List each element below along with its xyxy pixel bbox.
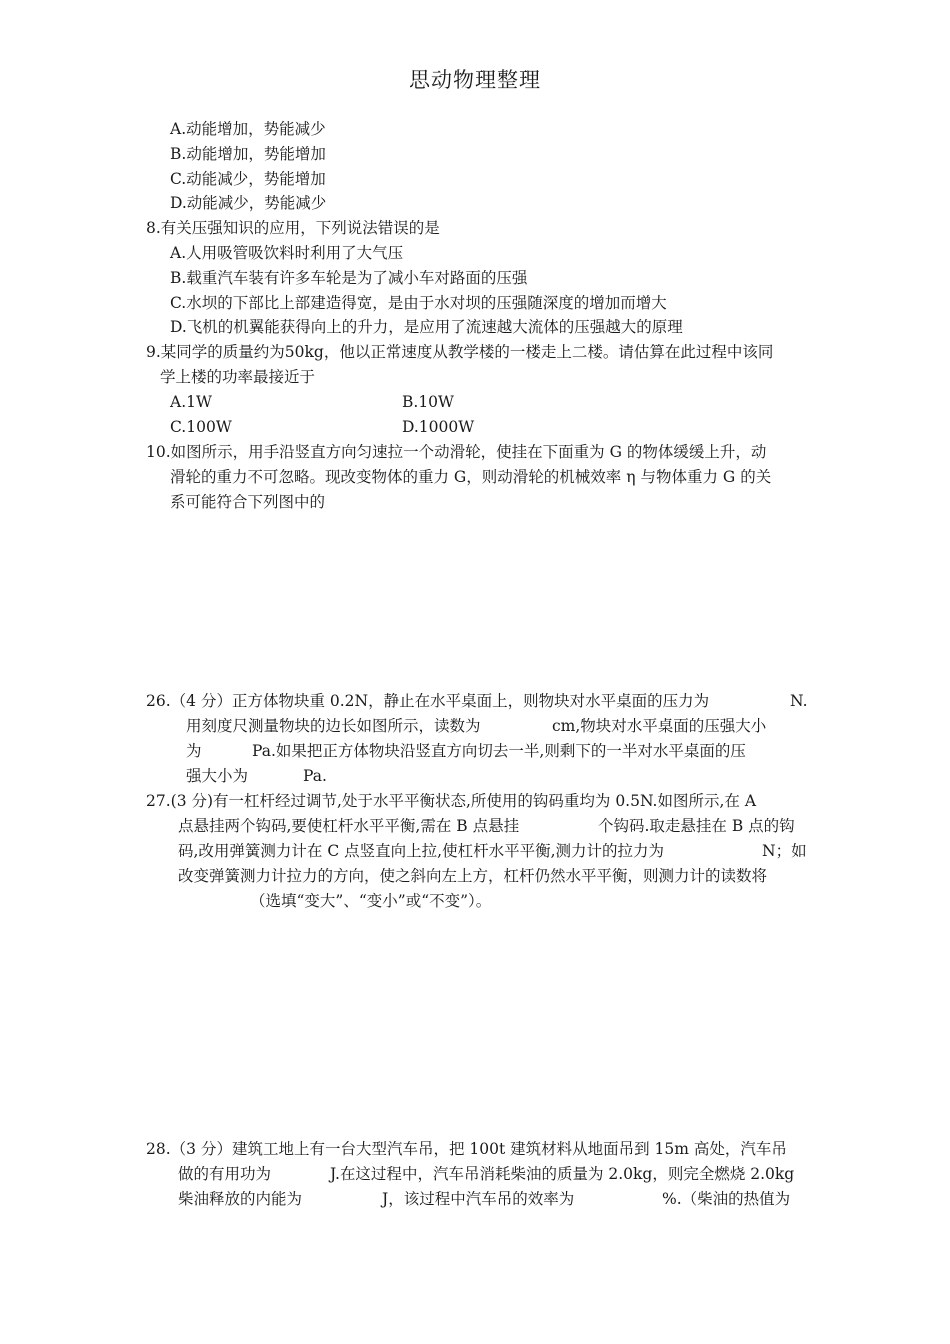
q26-line1a: 26.（4 分）正方体物块重 0.2N，静止在水平桌面上，则物块对水平桌面的压力为 bbox=[146, 692, 710, 710]
q26-line2b: cm,物块对水平桌面的压强大小 bbox=[552, 717, 767, 735]
q26-line3b: Pa.如果把正方体物块沿竖直方向切去一半,则剩下的一半对水平桌面的压 bbox=[252, 742, 746, 760]
q26-line1b: N. bbox=[790, 692, 808, 710]
q27-line1: 27.(3 分)有一杠杆经过调节,处于水平平衡状态,所使用的钩码重均为 0.5N.如图所示,在 A bbox=[146, 792, 757, 810]
q27-line2b: 个钩码.取走悬挂在 B 点的钩 bbox=[598, 817, 795, 835]
q28-line2b: J.在这过程中，汽车吊消耗柴油的质量为 2.0kg，则完全燃烧 2.0kg bbox=[330, 1165, 795, 1183]
q7-option-d: D.动能减少，势能减少 bbox=[170, 194, 327, 212]
q10-line2: 滑轮的重力不可忽略。现改变物体的重力 G，则动滑轮的机械效率 η 与物体重力 G 的关 bbox=[170, 468, 772, 486]
q8-option-c: C.水坝的下部比上部建造得宽，是由于水对坝的压强随深度的增加而增大 bbox=[170, 294, 667, 312]
q28-line3a: 柴油释放的内能为 bbox=[178, 1190, 303, 1208]
q27-line4: 改变弹簧测力计拉力的方向，使之斜向左上方，杠杆仍然水平平衡，则测力计的读数将 bbox=[178, 867, 768, 885]
q26-line3a: 为 bbox=[186, 742, 202, 760]
q28-line2a: 做的有用功为 bbox=[178, 1165, 272, 1183]
q26-line2a: 用刻度尺测量物块的边长如图所示，读数为 bbox=[186, 717, 481, 735]
q27-line2a: 点悬挂两个钩码,要使杠杆水平平衡,需在 B 点悬挂 bbox=[178, 817, 520, 835]
q9-stem-line1: 9.某同学的质量约为50kg，他以正常速度从教学楼的一楼走上二楼。请估算在此过程中该同 bbox=[146, 343, 774, 361]
q8-option-d: D.飞机的机翼能获得向上的升力，是应用了流速越大流体的压强越大的原理 bbox=[170, 318, 683, 336]
page-title: 思动物理整理 bbox=[409, 68, 541, 92]
q9-stem-line2: 学上楼的功率最接近于 bbox=[160, 368, 316, 386]
q26-line4b: Pa. bbox=[303, 767, 327, 785]
q27-line3b: N；如 bbox=[762, 842, 807, 860]
q10-line1: 10.如图所示，用手沿竖直方向匀速拉一个动滑轮，使挂在下面重为 G 的物体缓缓上升，动 bbox=[146, 443, 767, 461]
q26-line4a: 强大小为 bbox=[186, 767, 249, 785]
q9-option-c: C.100W bbox=[170, 418, 232, 436]
q7-option-b: B.动能增加，势能增加 bbox=[170, 145, 326, 163]
q28-line1: 28.（3 分）建筑工地上有一台大型汽车吊，把 100t 建筑材料从地面吊到 15m 高处，汽车吊 bbox=[146, 1140, 787, 1158]
q28-line3b: J，该过程中汽车吊的效率为 bbox=[382, 1190, 575, 1208]
q8-option-b: B.载重汽车装有许多车轮是为了减小车对路面的压强 bbox=[170, 269, 528, 287]
q7-option-c: C.动能减少，势能增加 bbox=[170, 170, 326, 188]
q8-option-a: A.人用吸管吸饮料时利用了大气压 bbox=[170, 244, 404, 262]
q9-option-b: B.10W bbox=[402, 393, 454, 411]
q9-option-a: A.1W bbox=[170, 393, 212, 411]
q7-option-a: A.动能增加，势能减少 bbox=[170, 120, 326, 138]
q10-line3: 系可能符合下列图中的 bbox=[170, 493, 326, 511]
q28-line3c: %.（柴油的热值为 bbox=[662, 1190, 791, 1208]
q27-line3a: 码,改用弹簧测力计在 C 点竖直向上拉,使杠杆水平平衡,测力计的拉力为 bbox=[178, 842, 664, 860]
q8-stem: 8.有关压强知识的应用，下列说法错误的是 bbox=[146, 219, 440, 237]
q9-option-d: D.1000W bbox=[402, 418, 475, 436]
q27-line5: （选填“变大”、“变小”或“不变”）。 bbox=[250, 892, 492, 910]
